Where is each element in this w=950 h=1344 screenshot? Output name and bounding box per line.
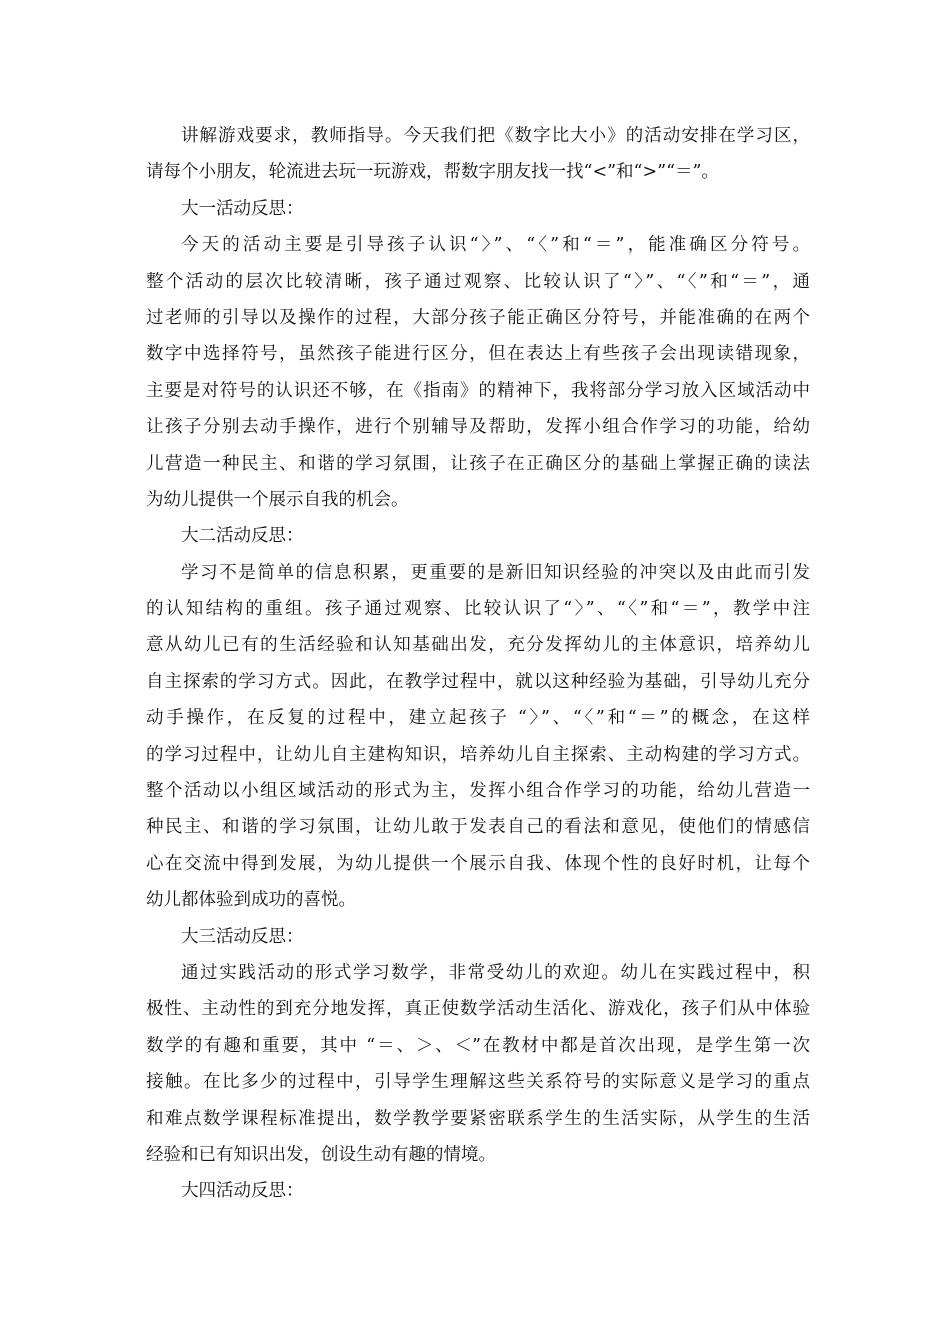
paragraph-line: 请每个小朋友，轮流进去玩一玩游戏，帮数字朋友找一找“<”和“>”“＝”。 (146, 162, 720, 183)
paragraph-line: 通过实践活动的形式学习数学，非常受幼儿的欢迎。幼儿在实践过程中，积 (181, 962, 810, 983)
document-page (146, 118, 810, 1210)
paragraph-line: 数字中选择符号，虽然孩子能进行区分，但在表达上有些孩子会出现读错现象， (146, 344, 810, 365)
section-heading: 大四活动反思： (181, 1181, 304, 1202)
paragraph-line: 过老师的引导以及操作的过程，大部分孩子能正确区分符号，并能准确的在两个 (146, 307, 810, 328)
paragraph-line: 经验和已有知识出发，创设生动有趣的情境。 (146, 1144, 496, 1165)
paragraph-line: 心在交流中得到发展，为幼儿提供一个展示自我、体现个性的良好时机，让每个 (146, 853, 810, 874)
paragraph-line: 自主探索的学习方式。因此，在教学过程中，就以这种经验为基础，引导幼儿充分 (146, 671, 810, 692)
paragraph-line: 的认知结构的重组。孩子通过观察、比较认识了“〉”、“〈”和“＝”，教学中注 (146, 599, 810, 620)
paragraph-line: 儿营造一种民主、和谐的学习氛围，让孩子在正确区分的基础上掌握正确的读法 (146, 453, 810, 474)
paragraph-line: 幼儿都体验到成功的喜悦。 (146, 890, 356, 911)
paragraph-line: 整个活动以小组区域活动的形式为主，发挥小组合作学习的功能，给幼儿营造一 (146, 781, 810, 802)
paragraph-line: 动手操作，在反复的过程中，建立起孩子 “〉”、“〈”和“＝”的概念，在这样 (146, 708, 810, 729)
section-reflection-1 (146, 191, 810, 519)
section-reflection-3 (146, 919, 810, 1174)
paragraph-line: 数学的有趣和重要，其中 “＝、＞、＜”在教材中都是首次出现，是学生第一次 (146, 1035, 810, 1056)
section-reflection-2 (146, 518, 810, 918)
section-reflection-4 (146, 1173, 810, 1209)
paragraph-line: 为幼儿提供一个展示自我的机会。 (146, 489, 409, 510)
paragraph-line: 极性、主动性的到充分地发挥，真正使数学活动生活化、游戏化，孩子们从中体验 (146, 999, 810, 1020)
paragraph-line: 学习不是简单的信息积累，更重要的是新旧知识经验的冲突以及由此而引发 (181, 562, 810, 583)
paragraph-line: 讲解游戏要求，教师指导。今天我们把《数字比大小》的活动安排在学习区， (181, 126, 810, 146)
paragraph-line: 今天的活动主要是引导孩子认识“〉”、“〈”和“＝”，能准确区分符号。 (181, 235, 810, 256)
paragraph-line: 让孩子分别去动手操作，进行个别辅导及帮助，发挥小组合作学习的功能，给幼 (146, 417, 810, 438)
paragraph-line: 主要是对符号的认识还不够，在《指南》的精神下，我将部分学习放入区域活动中 (146, 380, 810, 401)
section-heading: 大一活动反思： (181, 198, 304, 219)
paragraph-line: 整个活动的层次比较清晰，孩子通过观察、比较认识了“〉”、“〈”和“＝”，通 (146, 271, 810, 292)
paragraph-line: 的学习过程中，让幼儿自主建构知识，培养幼儿自主探索、主动构建的学习方式。 (146, 744, 810, 765)
paragraph-line: 种民主、和谐的学习氛围，让幼儿敢于发表自己的看法和意见，使他们的情感信 (146, 817, 810, 838)
paragraph-line: 接触。在比多少的过程中，引导学生理解这些关系符号的实际意义是学习的重点 (146, 1072, 810, 1093)
paragraph-line: 意从幼儿已有的生活经验和认知基础出发，充分发挥幼儿的主体意识，培养幼儿 (146, 635, 810, 656)
paragraph-line: 和难点数学课程标准提出，数学教学要紧密联系学生的生活实际，从学生的生活 (146, 1108, 810, 1129)
section-heading: 大二活动反思： (181, 526, 304, 547)
section-heading: 大三活动反思： (181, 926, 304, 947)
intro-paragraph (146, 118, 810, 191)
